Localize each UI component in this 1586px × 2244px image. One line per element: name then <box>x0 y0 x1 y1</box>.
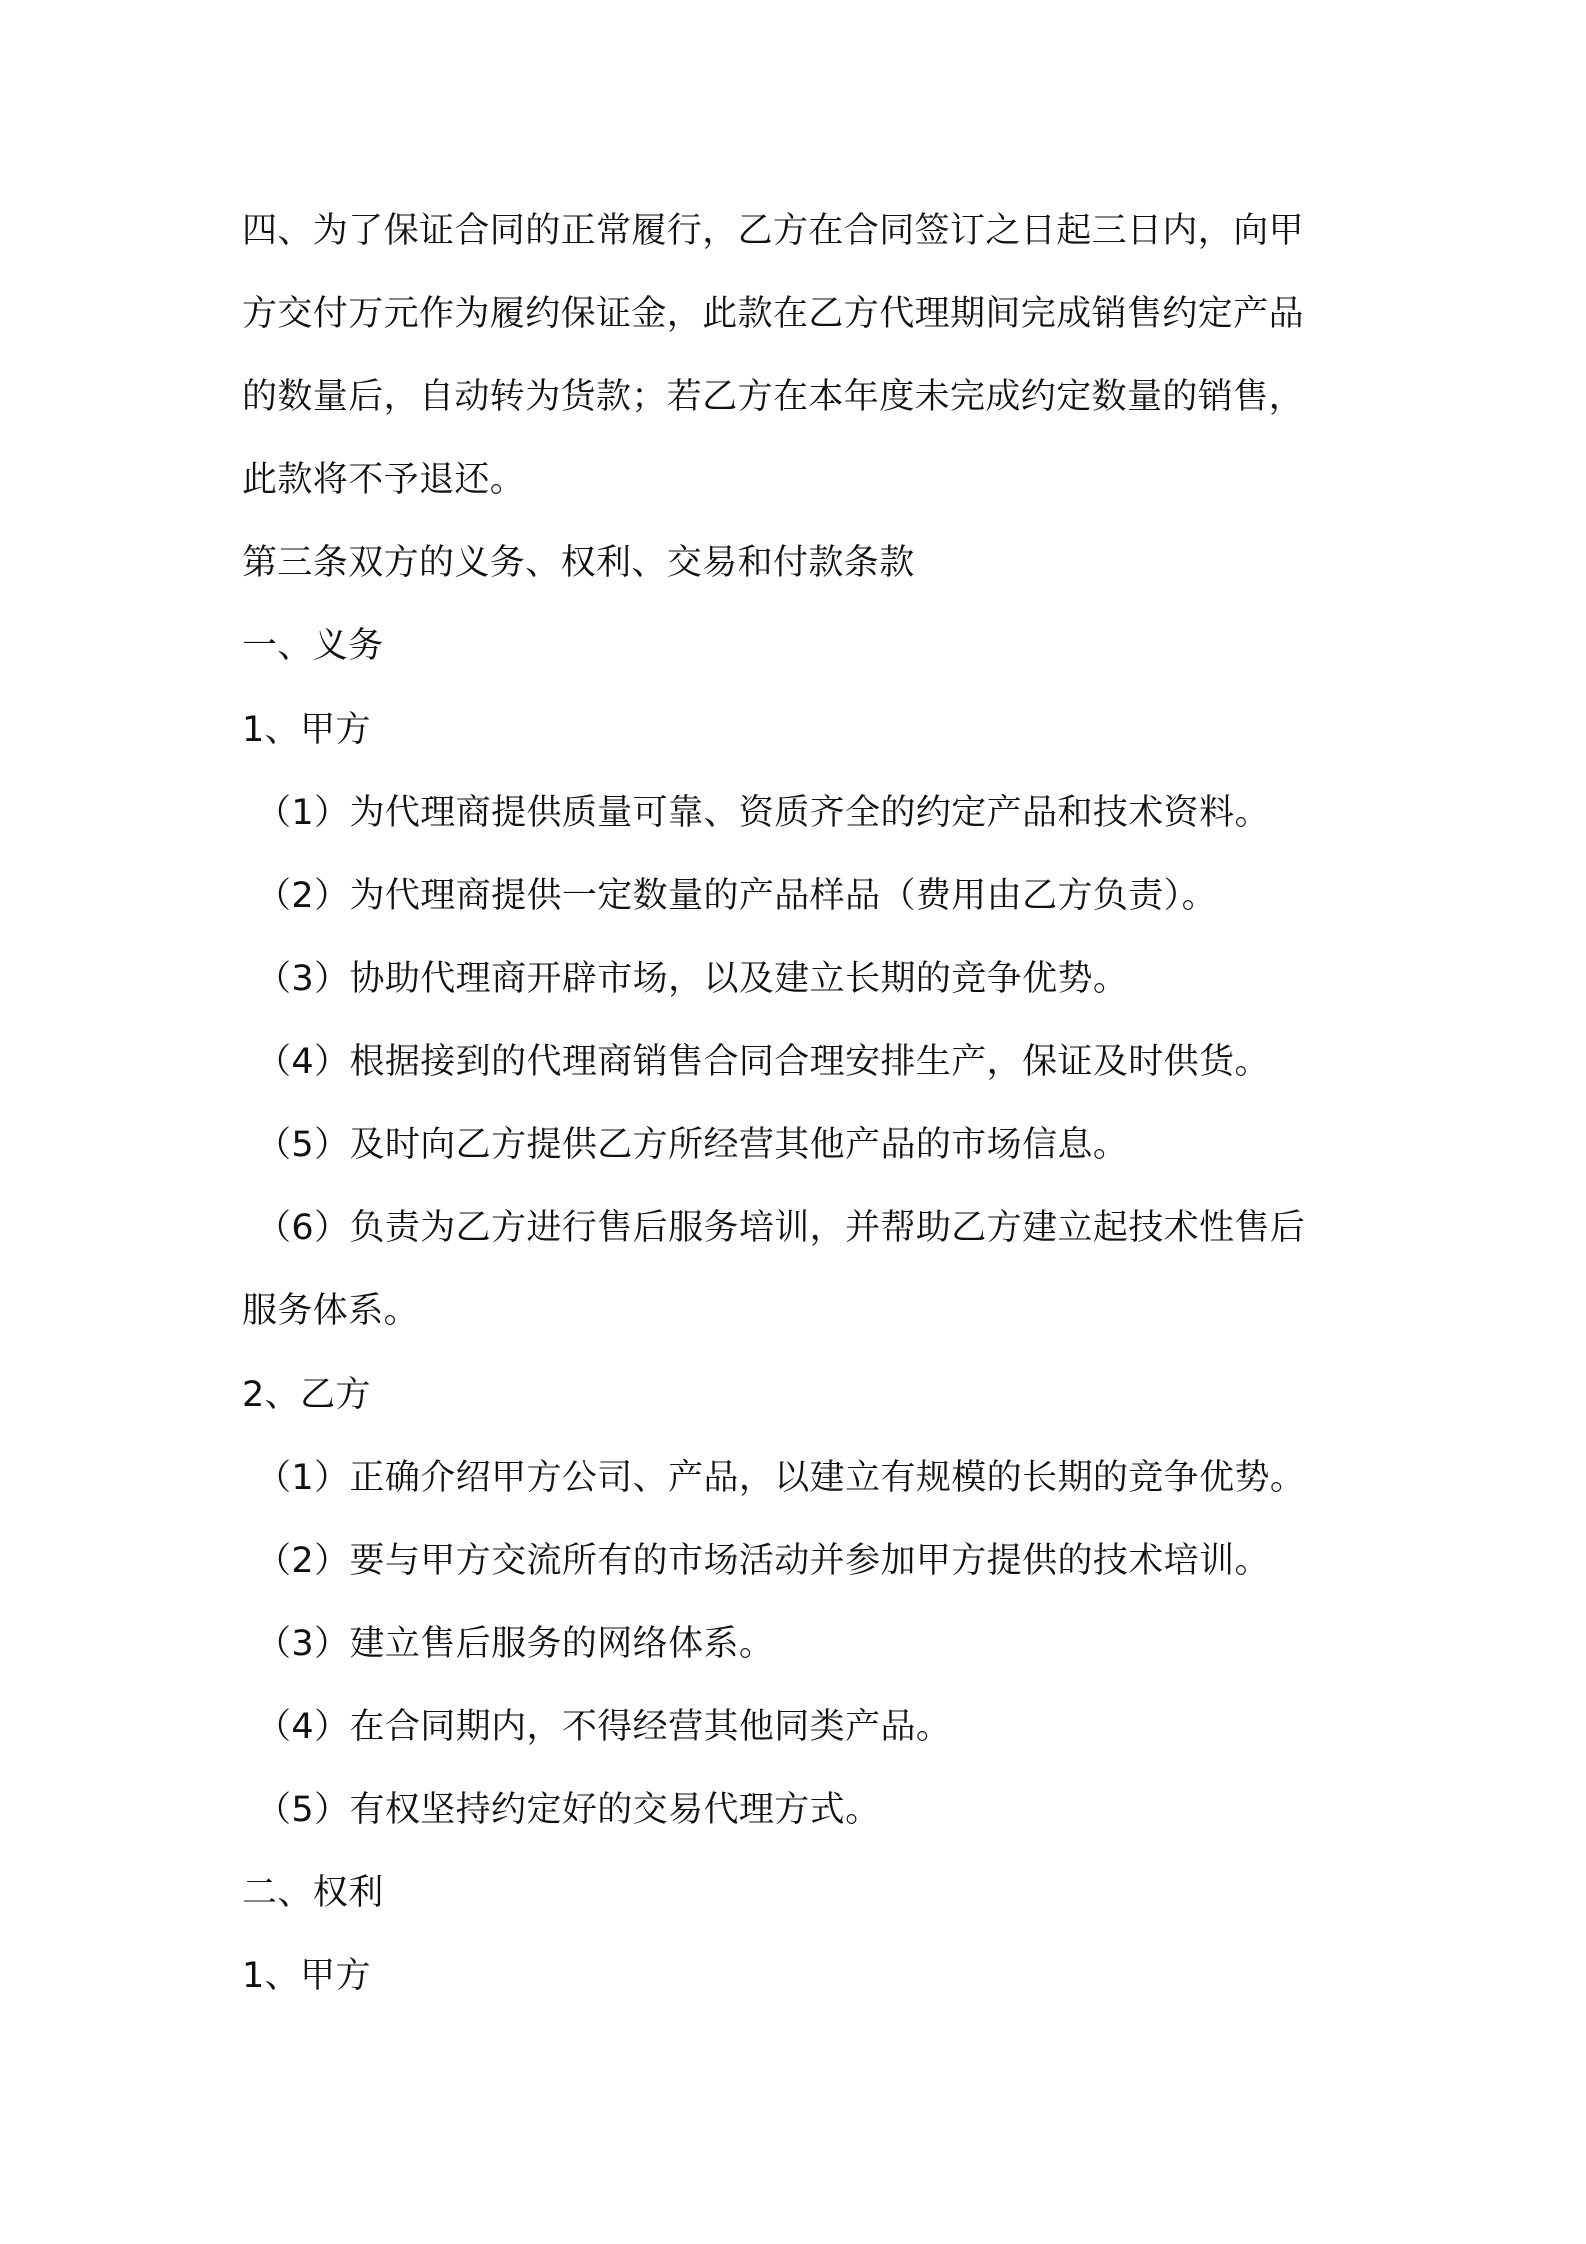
list-item: （2）为代理商提供一定数量的产品样品（费用由乙方负责）。 <box>256 876 1217 916</box>
paragraph-line: 方交付万元作为履约保证金，此款在乙方代理期间完成销售约定产品 <box>242 294 1305 334</box>
party-heading: 2、乙方 <box>242 1375 371 1415</box>
list-item: （1）为代理商提供质量可靠、资质齐全的约定产品和技术资料。 <box>256 793 1270 833</box>
list-item: （5）及时向乙方提供乙方所经营其他产品的市场信息。 <box>256 1125 1129 1165</box>
paragraph-line: 的数量后，自动转为货款；若乙方在本年度未完成约定数量的销售， <box>242 377 1305 417</box>
list-item: （6）负责为乙方进行售后服务培训，并帮助乙方建立起技术性售后 <box>256 1208 1306 1248</box>
list-item: （5）有权坚持约定好的交易代理方式。 <box>256 1790 881 1830</box>
subsection-heading: 二、权利 <box>242 1873 384 1913</box>
list-item: （1）正确介绍甲方公司、产品，以建立有规模的长期的竞争优势。 <box>256 1458 1306 1498</box>
list-item: （4）根据接到的代理商销售合同合理安排生产，保证及时供货。 <box>256 1042 1270 1082</box>
list-item: （3）协助代理商开辟市场，以及建立长期的竞争优势。 <box>256 959 1129 999</box>
list-item: （4）在合同期内，不得经营其他同类产品。 <box>256 1707 952 1747</box>
party-heading: 1、甲方 <box>242 710 371 750</box>
paragraph-line: 此款将不予退还。 <box>242 460 526 500</box>
list-item: （3）建立售后服务的网络体系。 <box>256 1624 775 1664</box>
list-item-continuation: 服务体系。 <box>242 1291 420 1331</box>
subsection-heading: 一、义务 <box>242 626 384 666</box>
party-heading: 1、甲方 <box>242 1956 371 1996</box>
section-heading: 第三条双方的义务、权利、交易和付款条款 <box>242 543 915 583</box>
paragraph-line: 四、为了保证合同的正常履行，乙方在合同签订之日起三日内，向甲 <box>242 211 1305 251</box>
list-item: （2）要与甲方交流所有的市场活动并参加甲方提供的技术培训。 <box>256 1541 1270 1581</box>
